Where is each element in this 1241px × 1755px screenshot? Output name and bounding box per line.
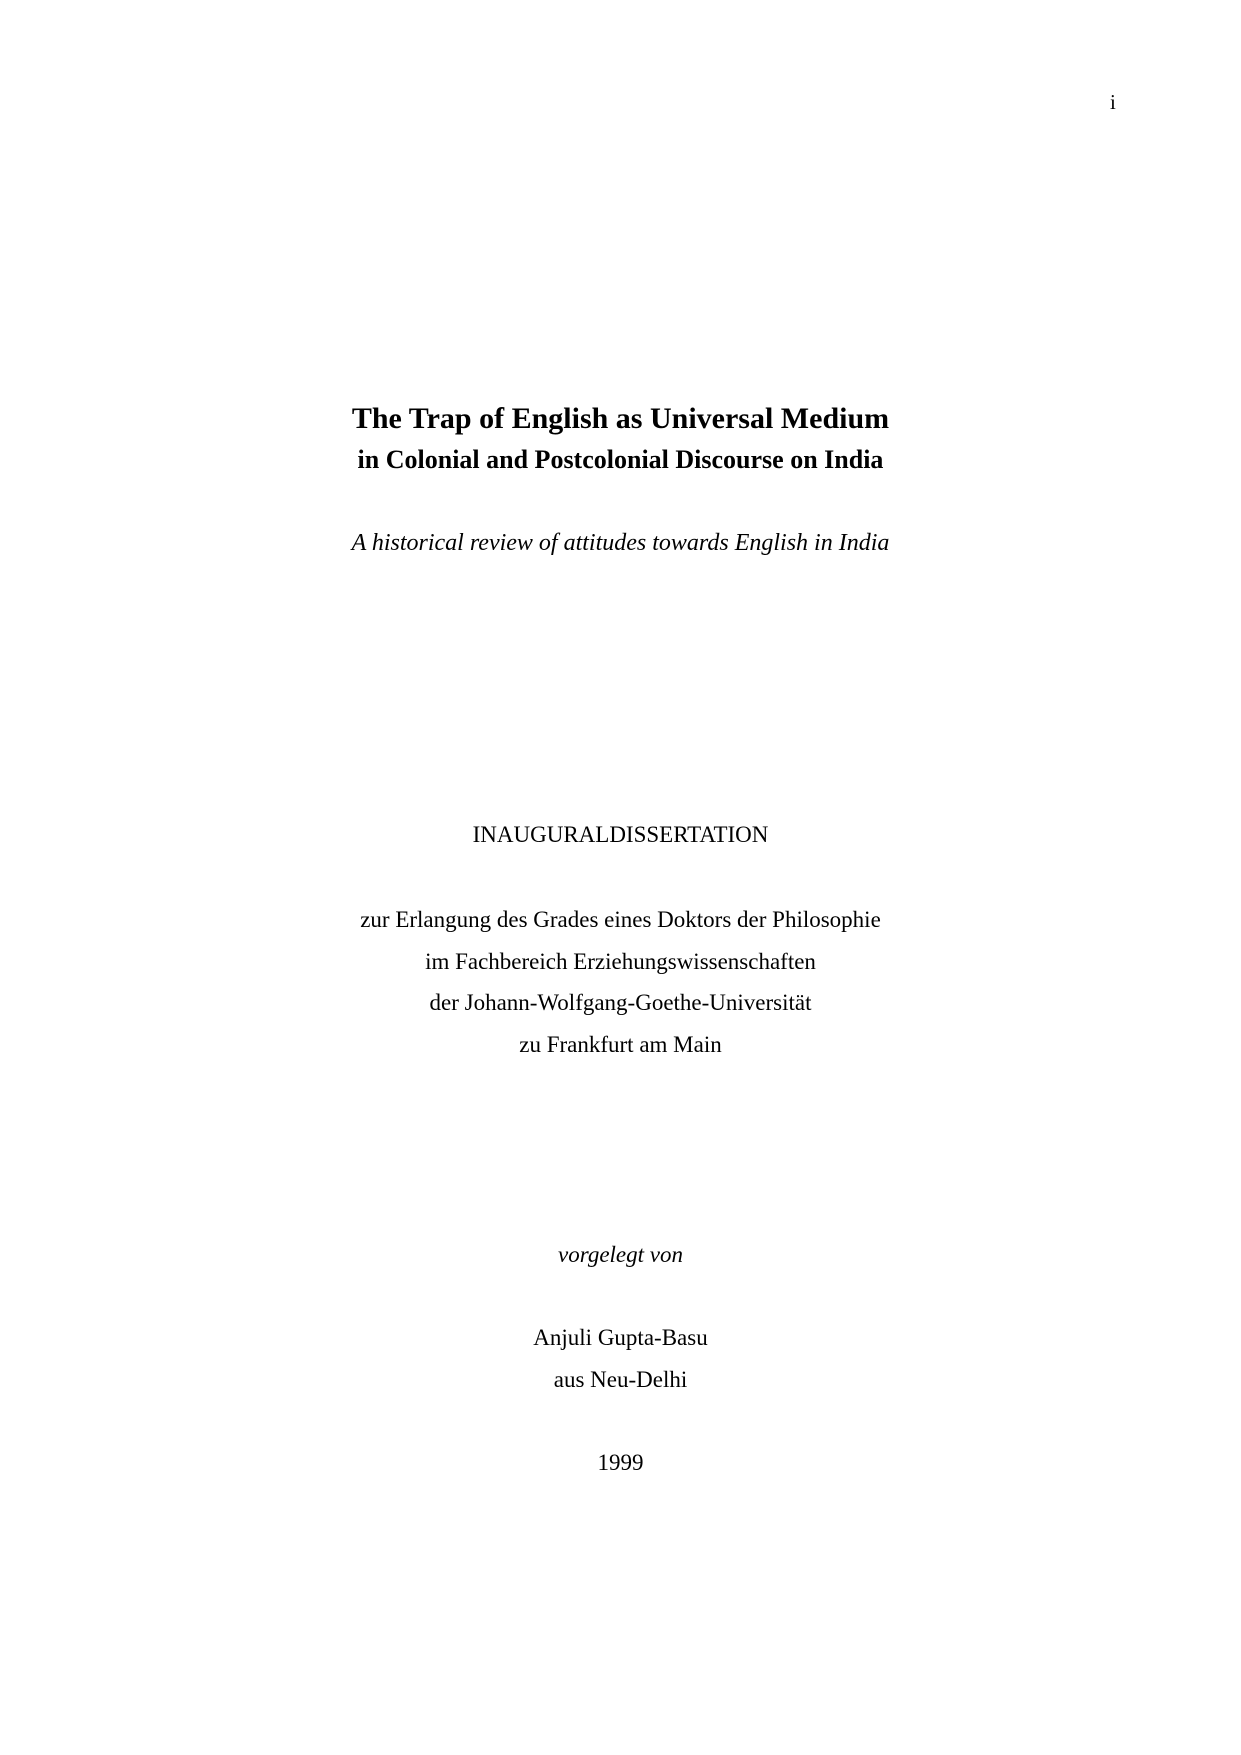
submitted-by-label: vorgelegt von [558, 1242, 683, 1267]
degree-statement-line-1: zur Erlangung des Grades eines Doktors der Philosophie [360, 907, 881, 932]
title-line-2: in Colonial and Postcolonial Discourse on India [357, 445, 884, 474]
title-line-1: The Trap of English as Universal Medium [351, 402, 890, 435]
page-number: i [1110, 90, 1116, 114]
author-origin: aus Neu-Delhi [553, 1367, 688, 1392]
degree-statement-line-3: der Johann-Wolfgang-Goethe-Universität [429, 990, 812, 1015]
dissertation-label: INAUGURALDISSERTATION [472, 822, 769, 847]
subtitle: A historical review of attitudes towards English in India [351, 530, 890, 556]
degree-statement-line-2: im Fachbereich Erziehungswissenschaften [425, 949, 816, 974]
degree-statement-line-4: zu Frankfurt am Main [519, 1032, 722, 1057]
author-name: Anjuli Gupta-Basu [533, 1325, 708, 1350]
year: 1999 [597, 1450, 644, 1475]
